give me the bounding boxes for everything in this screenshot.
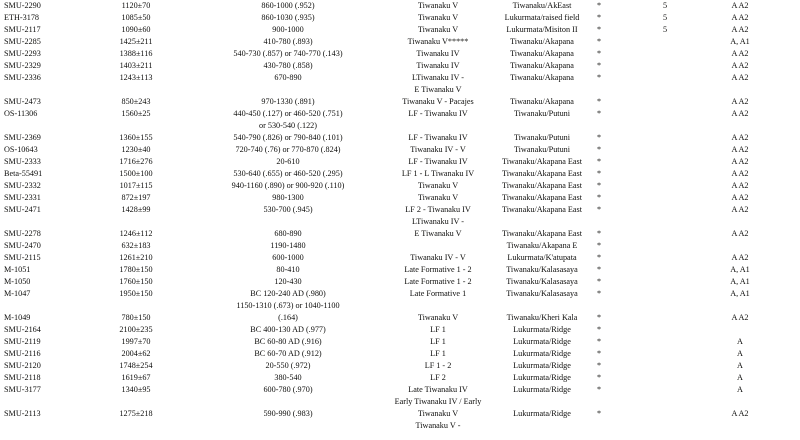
lab-number-cell: SMU-2118	[4, 373, 41, 382]
marker-cell: *	[597, 385, 602, 394]
calibrated-range-cell: 530-700 (.945)	[263, 205, 313, 214]
site-provenience-cell: Tiwanaku/Akapana	[510, 49, 574, 58]
period-cell: Tiwanaku V - Pacajes	[402, 97, 474, 106]
radiocarbon-age-cell: 1017±115	[119, 181, 153, 190]
radiocarbon-age-cell: 632±183	[121, 241, 151, 250]
calibrated-range-cell: 440-450 (.127) or 460-520 (.751)	[233, 109, 343, 118]
lab-number-cell: SMU-2471	[4, 205, 41, 214]
period-cell: LTiwanaku IV -	[411, 73, 464, 82]
site-provenience-cell: Tiwanaku/Kalasasaya	[506, 289, 578, 298]
classification-cell: A	[737, 373, 743, 382]
period-cell: Tiwanaku V -	[415, 421, 461, 430]
marker-cell: *	[597, 337, 602, 346]
marker-cell: *	[597, 289, 602, 298]
radiocarbon-age-cell: 1120±70	[121, 1, 151, 10]
lab-number-cell: OS-11306	[4, 109, 38, 118]
calibrated-range-cell: 970-1330 (.891)	[261, 97, 315, 106]
marker-cell: *	[597, 361, 602, 370]
classification-cell: A A2	[731, 73, 749, 82]
period-cell: LF 2 - Tiwanaku IV	[405, 205, 471, 214]
site-provenience-cell: Lukurmata/Misiton II	[506, 25, 578, 34]
radiocarbon-age-cell: 1716±276	[119, 157, 153, 166]
table-row	[0, 168, 800, 180]
site-provenience-cell: Lukurmata/K'atupata	[507, 253, 577, 262]
table-row	[0, 396, 800, 408]
classification-cell: A	[737, 385, 743, 394]
lab-number-cell: SMU-2332	[4, 181, 41, 190]
site-provenience-cell: Lukurmata/Ridge	[513, 385, 571, 394]
marker-cell: *	[597, 1, 602, 10]
site-provenience-cell: Lukurmata/Ridge	[513, 409, 571, 418]
site-provenience-cell: Tiwanaku/Putuni	[513, 109, 571, 118]
period-cell: LTiwanaku IV -	[411, 217, 464, 226]
table-row	[0, 408, 800, 420]
site-provenience-cell: Tiwanaku/Akapana	[510, 37, 574, 46]
classification-cell: A, A1	[730, 37, 750, 46]
calibrated-range-cell: 980-1300	[272, 193, 304, 202]
calibrated-range-cell: 860-1000 (.952)	[261, 1, 315, 10]
lab-number-cell: M-1047	[4, 289, 31, 298]
radiocarbon-age-cell: 1748±254	[119, 361, 153, 370]
period-cell: Late Formative 1	[409, 289, 467, 298]
marker-cell: *	[597, 169, 602, 178]
period-cell: Tiwanaku IV - V	[410, 253, 466, 262]
marker-cell: *	[597, 133, 602, 142]
marker-cell: *	[597, 37, 602, 46]
table-row	[0, 204, 800, 216]
period-cell: Early Tiwanaku IV / Early	[394, 397, 482, 406]
table-row	[0, 120, 800, 132]
classification-cell: A A2	[731, 169, 749, 178]
radiocarbon-age-cell: 1340±95	[121, 385, 151, 394]
classification-cell: A A2	[731, 253, 749, 262]
calibrated-range-cell: 590-990 (.983)	[263, 409, 313, 418]
table-row	[0, 144, 800, 156]
table-row	[0, 264, 800, 276]
lab-number-cell: ETH-3178	[4, 13, 40, 22]
marker-cell: *	[597, 25, 602, 34]
marker-cell: *	[597, 253, 602, 262]
period-cell: Tiwanaku V	[417, 313, 459, 322]
classification-cell: A A2	[731, 193, 749, 202]
lab-number-cell: SMU-2164	[4, 325, 41, 334]
radiocarbon-age-cell: 1246±112	[119, 229, 153, 238]
count-cell: 5	[663, 25, 668, 34]
radiocarbon-age-cell: 1275±218	[119, 409, 153, 418]
period-cell: LF - Tiwanaku IV	[408, 157, 468, 166]
classification-cell: A A2	[731, 49, 749, 58]
classification-cell: A A2	[731, 25, 749, 34]
site-provenience-cell: Tiwanaku/Putuni	[513, 145, 571, 154]
count-cell: 5	[663, 1, 668, 10]
table-row	[0, 72, 800, 84]
table-row	[0, 336, 800, 348]
classification-cell: A A2	[731, 181, 749, 190]
classification-cell: A A2	[731, 145, 749, 154]
classification-cell: A	[737, 361, 743, 370]
calibrated-range-cell: 600-780 (.970)	[263, 385, 313, 394]
table-row	[0, 132, 800, 144]
site-provenience-cell: Tiwanaku/Akapana East	[502, 181, 582, 190]
radiocarbon-age-cell: 850±243	[121, 97, 151, 106]
radiocarbon-age-cell: 1997±70	[121, 337, 151, 346]
classification-cell: A A2	[731, 61, 749, 70]
marker-cell: *	[597, 73, 602, 82]
period-cell: Late Tiwanaku IV	[408, 385, 468, 394]
table-row	[0, 372, 800, 384]
radiocarbon-age-cell: 2004±62	[121, 349, 151, 358]
lab-number-cell: M-1050	[4, 277, 31, 286]
period-cell: Tiwanaku V	[417, 25, 459, 34]
site-provenience-cell: Lukurmata/Ridge	[513, 325, 571, 334]
site-provenience-cell: Lukurmata/raised field	[504, 13, 580, 22]
calibrated-range-cell: 80-410	[276, 265, 300, 274]
classification-cell: A A2	[731, 229, 749, 238]
table-row	[0, 216, 800, 228]
classification-cell: A	[737, 349, 743, 358]
classification-cell: A A2	[731, 13, 749, 22]
table-row	[0, 12, 800, 24]
classification-cell: A A2	[731, 109, 749, 118]
site-provenience-cell: Tiwanaku/Putuni	[513, 133, 571, 142]
site-provenience-cell: Tiwanaku/Akapana East	[502, 157, 582, 166]
lab-number-cell: SMU-2120	[4, 361, 41, 370]
radiocarbon-age-cell: 1261±210	[119, 253, 153, 262]
lab-number-cell: SMU-2278	[4, 229, 41, 238]
calibrated-range-cell: 1190-1480	[270, 241, 306, 250]
table-row	[0, 192, 800, 204]
radiocarbon-age-cell: 1425±211	[119, 37, 153, 46]
period-cell: Late Formative 1 - 2	[404, 265, 472, 274]
radiocarbon-age-cell: 1388±116	[119, 49, 153, 58]
radiocarbon-age-cell: 1090±60	[121, 25, 151, 34]
table-row	[0, 84, 800, 96]
table-row	[0, 24, 800, 36]
period-cell: E Tiwanaku V	[414, 229, 462, 238]
period-cell: Tiwanaku V	[417, 409, 459, 418]
table-row	[0, 276, 800, 288]
marker-cell: *	[597, 49, 602, 58]
marker-cell: *	[597, 13, 602, 22]
radiocarbon-age-cell: 1560±25	[121, 109, 151, 118]
calibrated-range-cell: 680-890	[274, 229, 302, 238]
site-provenience-cell: Tiwanaku/Akapana East	[502, 169, 582, 178]
table-row	[0, 288, 800, 300]
site-provenience-cell: Tiwanaku/Akapana	[510, 61, 574, 70]
marker-cell: *	[597, 409, 602, 418]
radiocarbon-age-cell: 1500±100	[119, 169, 153, 178]
lab-number-cell: M-1051	[4, 265, 31, 274]
marker-cell: *	[597, 145, 602, 154]
marker-cell: *	[597, 229, 602, 238]
classification-cell: A, A1	[730, 277, 750, 286]
period-cell: LF 1 - L Tiwanaku IV	[401, 169, 475, 178]
lab-number-cell: Beta-55491	[4, 169, 43, 178]
calibrated-range-cell: BC 120-240 AD (.980)	[250, 289, 326, 298]
lab-number-cell: SMU-2285	[4, 37, 41, 46]
marker-cell: *	[597, 241, 602, 250]
radiocarbon-age-cell: 780±150	[121, 313, 151, 322]
site-provenience-cell: Tiwanaku/Akapana East	[502, 205, 582, 214]
table-row	[0, 108, 800, 120]
calibrated-range-cell: 380-540	[274, 373, 302, 382]
table-row	[0, 360, 800, 372]
radiocarbon-age-cell: 1780±150	[119, 265, 153, 274]
site-provenience-cell: Lukurmata/Ridge	[513, 373, 571, 382]
lab-number-cell: SMU-2470	[4, 241, 41, 250]
marker-cell: *	[597, 181, 602, 190]
calibrated-range-cell: 120-430	[274, 277, 302, 286]
lab-number-cell: SMU-2329	[4, 61, 41, 70]
site-provenience-cell: Tiwanaku/Kheri Kala	[506, 313, 578, 322]
lab-number-cell: SMU-2336	[4, 73, 41, 82]
calibrated-range-cell: 20-610	[276, 157, 300, 166]
lab-number-cell: OS-10643	[4, 145, 38, 154]
period-cell: Tiwanaku IV	[416, 61, 460, 70]
period-cell: E Tiwanaku V	[414, 85, 462, 94]
radiocarbon-age-cell: 2100±235	[119, 325, 153, 334]
period-cell: LF 1	[430, 349, 446, 358]
period-cell: LF 1	[430, 337, 446, 346]
lab-number-cell: SMU-2113	[4, 409, 41, 418]
marker-cell: *	[597, 349, 602, 358]
site-provenience-cell: Tiwanaku/Akapana East	[502, 193, 582, 202]
table-row	[0, 156, 800, 168]
calibrated-range-cell: BC 400-130 AD (.977)	[250, 325, 326, 334]
lab-number-cell: SMU-2333	[4, 157, 41, 166]
marker-cell: *	[597, 61, 602, 70]
site-provenience-cell: Tiwanaku/Kalasasaya	[506, 277, 578, 286]
classification-cell: A A2	[731, 205, 749, 214]
calibrated-range-cell: 20-550 (.972)	[265, 361, 311, 370]
classification-cell: A, A1	[730, 289, 750, 298]
lab-number-cell: SMU-3177	[4, 385, 41, 394]
radiocarbon-age-cell: 1950±150	[119, 289, 153, 298]
classification-cell: A	[737, 337, 743, 346]
marker-cell: *	[597, 325, 602, 334]
calibrated-range-cell: 430-780 (.858)	[263, 61, 313, 70]
calibrated-range-cell: 670-890	[274, 73, 302, 82]
marker-cell: *	[597, 277, 602, 286]
lab-number-cell: M-1049	[4, 313, 31, 322]
calibrated-range-cell: or 530-540 (.122)	[259, 121, 317, 130]
table-row	[0, 180, 800, 192]
calibrated-range-cell: 860-1030 (.935)	[261, 13, 315, 22]
table-row	[0, 60, 800, 72]
site-provenience-cell: Tiwanaku/Kalasasaya	[506, 265, 578, 274]
table-row	[0, 384, 800, 396]
marker-cell: *	[597, 97, 602, 106]
marker-cell: *	[597, 109, 602, 118]
calibrated-range-cell: 600-1000	[272, 253, 304, 262]
radiocarbon-age-cell: 1360±155	[119, 133, 153, 142]
table-row	[0, 0, 800, 12]
classification-cell: A A2	[731, 409, 749, 418]
radiocarbon-age-cell: 1760±150	[119, 277, 153, 286]
radiocarbon-age-cell: 1243±113	[119, 73, 153, 82]
period-cell: Tiwanaku V	[417, 181, 459, 190]
radiocarbon-age-cell: 1428±99	[121, 205, 151, 214]
period-cell: Tiwanaku V	[417, 13, 459, 22]
lab-number-cell: SMU-2290	[4, 1, 41, 10]
table-row	[0, 420, 800, 432]
calibrated-range-cell: 540-790 (.826) or 790-840 (.101)	[233, 133, 343, 142]
marker-cell: *	[597, 373, 602, 382]
site-provenience-cell: Lukurmata/Ridge	[513, 361, 571, 370]
lab-number-cell: SMU-2116	[4, 349, 41, 358]
period-cell: Late Formative 1 - 2	[404, 277, 472, 286]
lab-number-cell: SMU-2115	[4, 253, 41, 262]
radiocarbon-age-cell: 1403±211	[119, 61, 153, 70]
period-cell: LF 1 - 2	[424, 361, 452, 370]
table-row	[0, 228, 800, 240]
site-provenience-cell: Lukurmata/Ridge	[513, 337, 571, 346]
table-row	[0, 96, 800, 108]
lab-number-cell: SMU-2119	[4, 337, 41, 346]
calibrated-range-cell: (.164)	[278, 313, 298, 322]
marker-cell: *	[597, 313, 602, 322]
table-row	[0, 312, 800, 324]
calibrated-range-cell: 540-730 (.857) or 740-770 (.143)	[233, 49, 343, 58]
marker-cell: *	[597, 265, 602, 274]
lab-number-cell: SMU-2293	[4, 49, 41, 58]
period-cell: LF 2	[430, 373, 446, 382]
marker-cell: *	[597, 205, 602, 214]
site-provenience-cell: Tiwanaku/Akapana	[510, 97, 574, 106]
table-row	[0, 48, 800, 60]
calibrated-range-cell: BC 60-80 AD (.916)	[254, 337, 322, 346]
period-cell: Tiwanaku V	[417, 1, 459, 10]
period-cell: Tiwanaku IV	[416, 49, 460, 58]
count-cell: 5	[663, 13, 668, 22]
period-cell: Tiwanaku V*****	[407, 37, 469, 46]
table-row	[0, 252, 800, 264]
radiocarbon-age-cell: 1085±50	[121, 13, 151, 22]
radiocarbon-age-cell: 1619±67	[121, 373, 151, 382]
calibrated-range-cell: 900-1000	[272, 25, 304, 34]
radiocarbon-age-cell: 872±197	[121, 193, 151, 202]
site-provenience-cell: Tiwanaku/Akapana East	[502, 229, 582, 238]
classification-cell: A A2	[731, 157, 749, 166]
period-cell: Tiwanaku IV - V	[410, 145, 466, 154]
calibrated-range-cell: 410-780 (.893)	[263, 37, 313, 46]
classification-cell: A A2	[731, 133, 749, 142]
calibrated-range-cell: 530-640 (.655) or 460-520 (.295)	[233, 169, 343, 178]
lab-number-cell: SMU-2117	[4, 25, 41, 34]
calibrated-range-cell: BC 60-70 AD (.912)	[254, 349, 322, 358]
lab-number-cell: SMU-2331	[4, 193, 41, 202]
calibrated-range-cell: 720-740 (.76) or 770-870 (.824)	[235, 145, 341, 154]
site-provenience-cell: Tiwanaku/Akapana	[510, 73, 574, 82]
site-provenience-cell: Tiwanaku/Akapana E	[506, 241, 578, 250]
table-row	[0, 348, 800, 360]
calibrated-range-cell: 1150-1310 (.673) or 1040-1100	[236, 301, 340, 310]
classification-cell: A A2	[731, 1, 749, 10]
lab-number-cell: SMU-2369	[4, 133, 41, 142]
lab-number-cell: SMU-2473	[4, 97, 41, 106]
table-row	[0, 240, 800, 252]
marker-cell: *	[597, 157, 602, 166]
table-row	[0, 300, 800, 312]
table-row	[0, 324, 800, 336]
classification-cell: A A2	[731, 313, 749, 322]
site-provenience-cell: Lukurmata/Ridge	[513, 349, 571, 358]
classification-cell: A, A1	[730, 265, 750, 274]
radiocarbon-age-cell: 1230±40	[121, 145, 151, 154]
period-cell: LF - Tiwanaku IV	[408, 133, 468, 142]
period-cell: Tiwanaku V	[417, 193, 459, 202]
calibrated-range-cell: 940-1160 (.890) or 900-920 (.110)	[231, 181, 345, 190]
marker-cell: *	[597, 193, 602, 202]
classification-cell: A A2	[731, 97, 749, 106]
table-row	[0, 36, 800, 48]
site-provenience-cell: Tiwanaku/AkEast	[512, 1, 572, 10]
period-cell: LF 1	[430, 325, 446, 334]
period-cell: LF - Tiwanaku IV	[408, 109, 468, 118]
